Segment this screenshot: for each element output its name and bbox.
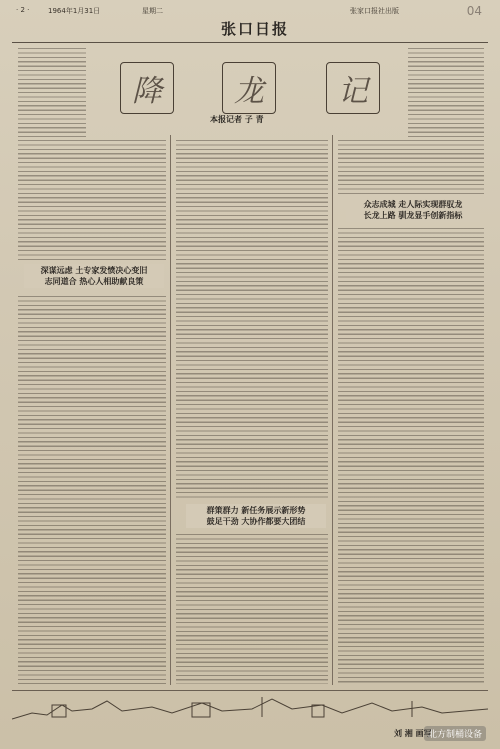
headline-line: 志同道合 热心人相助献良策 [44, 277, 144, 286]
headline-line: 众志成城 走人际实现群驭龙 [363, 200, 463, 209]
section-headline-3 [346, 198, 480, 222]
text-column-middle-2 [176, 534, 328, 684]
section-headline-2 [186, 504, 326, 528]
column-divider [170, 135, 171, 685]
title-char-1: 降 [120, 62, 174, 114]
landscape-sketch-icon [12, 691, 488, 721]
headline-line: 深谋远虑 土专家发愤决心变旧 [40, 266, 148, 275]
issue-number: · 2 · [16, 6, 30, 14]
column-divider [332, 135, 333, 685]
masthead: 张口日报 [220, 20, 289, 38]
issue-date: 1964年1月31日 [48, 7, 101, 15]
text-column-left-1 [18, 140, 166, 260]
text-column-top-left [18, 48, 86, 138]
publisher: 张家口报社出版 [350, 7, 399, 15]
corner-mark: 04 [466, 4, 482, 18]
headline-line: 群策群力 新任务展示新形势 [206, 506, 306, 515]
text-column-right-1 [338, 140, 484, 196]
text-column-left-2 [18, 296, 166, 684]
header-rule [12, 42, 488, 43]
text-column-top-right [408, 48, 484, 138]
title-char-2: 龙 [222, 62, 276, 114]
title-char-3: 记 [326, 62, 380, 114]
text-column-right-2 [338, 228, 484, 684]
section-headline-1 [24, 264, 164, 288]
byline: 本报记者 子 青 [210, 115, 264, 124]
text-column-middle-1 [176, 140, 328, 500]
bottom-illustration [12, 690, 488, 721]
illustration-credit: 刘 湘 画写 [394, 729, 432, 738]
issue-weekday: 星期二 [142, 7, 163, 15]
headline-line: 长龙上路 驯龙显手创新指标 [363, 211, 463, 220]
watermark: 北方制桶设备 [424, 726, 486, 741]
headline-line: 鼓足干劲 大协作都要大团结 [206, 517, 306, 526]
